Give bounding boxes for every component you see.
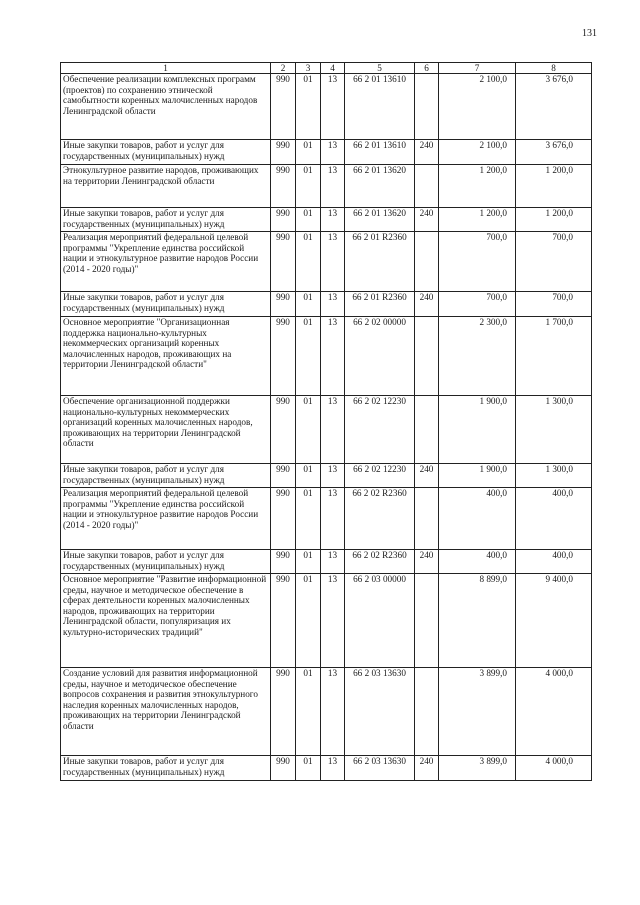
code-cell: 990 — [271, 550, 296, 574]
subsection-cell: 13 — [321, 140, 345, 165]
target-article-cell: 66 2 01 R2360 — [345, 232, 415, 292]
row-name-cell: Иные закупки товаров, работ и услуг для государственных (муниципальных) нужд — [61, 292, 271, 317]
expense-type-cell — [415, 488, 439, 550]
amount-year2-cell: 1 300,0 — [516, 396, 592, 464]
section-cell: 01 — [296, 140, 321, 165]
row-name-cell: Реализация мероприятий федеральной целевой программы "Укрепление единства российской нации и этнокультурное развитие народов России (2014 - 2020 годы)" — [61, 488, 271, 550]
code-cell: 990 — [271, 668, 296, 756]
section-cell: 01 — [296, 464, 321, 488]
code-cell: 990 — [271, 396, 296, 464]
code-cell: 990 — [271, 208, 296, 232]
code-cell: 990 — [271, 140, 296, 165]
code-cell: 990 — [271, 756, 296, 781]
page-number: 131 — [582, 28, 597, 39]
subsection-cell: 13 — [321, 74, 345, 140]
amount-year2-cell: 1 300,0 — [516, 464, 592, 488]
target-article-cell: 66 2 01 13610 — [345, 74, 415, 140]
table-row — [61, 574, 592, 668]
amount-year2-cell: 3 676,0 — [516, 140, 592, 165]
expense-type-cell — [415, 668, 439, 756]
row-name-cell: Иные закупки товаров, работ и услуг для государственных (муниципальных) нужд — [61, 140, 271, 165]
target-article-cell: 66 2 01 13610 — [345, 140, 415, 165]
header-cell: 3 — [296, 63, 321, 74]
amount-year1-cell: 700,0 — [439, 292, 516, 317]
header-cell: 1 — [61, 63, 271, 74]
subsection-cell: 13 — [321, 464, 345, 488]
expense-type-cell — [415, 396, 439, 464]
table-row — [61, 550, 592, 574]
section-cell: 01 — [296, 292, 321, 317]
table-row — [61, 232, 592, 292]
amount-year2-cell: 700,0 — [516, 292, 592, 317]
amount-year2-cell: 1 200,0 — [516, 208, 592, 232]
amount-year2-cell: 1 200,0 — [516, 165, 592, 208]
target-article-cell: 66 2 01 R2360 — [345, 292, 415, 317]
code-cell: 990 — [271, 464, 296, 488]
table-row — [61, 292, 592, 317]
amount-year1-cell: 1 200,0 — [439, 208, 516, 232]
expense-type-cell — [415, 74, 439, 140]
row-name-cell: Реализация мероприятий федеральной целевой программы "Укрепление единства российской нации и этнокультурное развитие народов России (2014 - 2020 годы)" — [61, 232, 271, 292]
amount-year1-cell: 400,0 — [439, 488, 516, 550]
table-row — [61, 317, 592, 396]
amount-year2-cell: 9 400,0 — [516, 574, 592, 668]
table-row — [61, 140, 592, 165]
code-cell: 990 — [271, 232, 296, 292]
table-row — [61, 756, 592, 781]
subsection-cell: 13 — [321, 292, 345, 317]
expense-type-cell — [415, 232, 439, 292]
expense-type-cell: 240 — [415, 550, 439, 574]
subsection-cell: 13 — [321, 165, 345, 208]
subsection-cell: 13 — [321, 668, 345, 756]
code-cell: 990 — [271, 574, 296, 668]
header-row — [61, 63, 592, 74]
expense-type-cell: 240 — [415, 140, 439, 165]
section-cell: 01 — [296, 488, 321, 550]
row-name-cell: Иные закупки товаров, работ и услуг для государственных (муниципальных) нужд — [61, 464, 271, 488]
row-name-cell: Иные закупки товаров, работ и услуг для государственных (муниципальных) нужд — [61, 756, 271, 781]
target-article-cell: 66 2 01 13620 — [345, 208, 415, 232]
target-article-cell: 66 2 03 13630 — [345, 756, 415, 781]
subsection-cell: 13 — [321, 396, 345, 464]
target-article-cell: 66 2 03 00000 — [345, 574, 415, 668]
row-name-cell: Основное мероприятие "Развитие информационной среды, научное и методическое обеспечение в сферах деятельности коренных малочисленных народов, проживающих на территории Ленинградской области, популяризация их культурно-исторических традиций" — [61, 574, 271, 668]
expense-type-cell: 240 — [415, 292, 439, 317]
amount-year1-cell: 400,0 — [439, 550, 516, 574]
subsection-cell: 13 — [321, 550, 345, 574]
amount-year1-cell: 1 200,0 — [439, 165, 516, 208]
amount-year2-cell: 400,0 — [516, 550, 592, 574]
subsection-cell: 13 — [321, 756, 345, 781]
target-article-cell: 66 2 03 13630 — [345, 668, 415, 756]
header-cell: 7 — [439, 63, 516, 74]
section-cell: 01 — [296, 396, 321, 464]
section-cell: 01 — [296, 574, 321, 668]
table-row — [61, 464, 592, 488]
subsection-cell: 13 — [321, 208, 345, 232]
header-cell: 6 — [415, 63, 439, 74]
target-article-cell: 66 2 02 R2360 — [345, 488, 415, 550]
amount-year2-cell: 400,0 — [516, 488, 592, 550]
row-name-cell: Этнокультурное развитие народов, проживающих на территории Ленинградской области — [61, 165, 271, 208]
header-cell: 4 — [321, 63, 345, 74]
header-cell: 2 — [271, 63, 296, 74]
row-name-cell: Иные закупки товаров, работ и услуг для государственных (муниципальных) нужд — [61, 550, 271, 574]
code-cell: 990 — [271, 488, 296, 550]
header-cell: 8 — [516, 63, 592, 74]
table-row — [61, 208, 592, 232]
amount-year1-cell: 1 900,0 — [439, 464, 516, 488]
target-article-cell: 66 2 02 00000 — [345, 317, 415, 396]
table-row — [61, 396, 592, 464]
code-cell: 990 — [271, 74, 296, 140]
amount-year2-cell: 4 000,0 — [516, 668, 592, 756]
section-cell: 01 — [296, 74, 321, 140]
expense-type-cell: 240 — [415, 208, 439, 232]
budget-table — [60, 62, 592, 781]
section-cell: 01 — [296, 668, 321, 756]
amount-year2-cell: 700,0 — [516, 232, 592, 292]
subsection-cell: 13 — [321, 232, 345, 292]
amount-year1-cell: 3 899,0 — [439, 668, 516, 756]
section-cell: 01 — [296, 550, 321, 574]
amount-year1-cell: 8 899,0 — [439, 574, 516, 668]
amount-year2-cell: 4 000,0 — [516, 756, 592, 781]
target-article-cell: 66 2 02 12230 — [345, 464, 415, 488]
code-cell: 990 — [271, 165, 296, 208]
amount-year2-cell: 1 700,0 — [516, 317, 592, 396]
section-cell: 01 — [296, 756, 321, 781]
row-name-cell: Обеспечение организационной поддержки национально-культурных некоммерческих организаций коренных малочисленных народов, проживающих на территории Ленинградской области — [61, 396, 271, 464]
table-row — [61, 165, 592, 208]
expense-type-cell — [415, 574, 439, 668]
section-cell: 01 — [296, 165, 321, 208]
amount-year2-cell: 3 676,0 — [516, 74, 592, 140]
target-article-cell: 66 2 01 13620 — [345, 165, 415, 208]
expense-type-cell: 240 — [415, 756, 439, 781]
amount-year1-cell: 2 100,0 — [439, 140, 516, 165]
row-name-cell: Создание условий для развития информационной среды, научное и методическое обеспечение вопросов сохранения и развития этнокультурного наследия коренных малочисленных народов, проживающих на территории Ленинградской области — [61, 668, 271, 756]
table-row — [61, 488, 592, 550]
row-name-cell: Обеспечение реализации комплексных программ (проектов) по сохранению этнической самобытности коренных малочисленных народов Ленинградской области — [61, 74, 271, 140]
expense-type-cell — [415, 317, 439, 396]
code-cell: 990 — [271, 292, 296, 317]
subsection-cell: 13 — [321, 317, 345, 396]
table-row — [61, 668, 592, 756]
expense-type-cell — [415, 165, 439, 208]
section-cell: 01 — [296, 208, 321, 232]
amount-year1-cell: 2 300,0 — [439, 317, 516, 396]
subsection-cell: 13 — [321, 488, 345, 550]
section-cell: 01 — [296, 317, 321, 396]
table-row — [61, 74, 592, 140]
amount-year1-cell: 2 100,0 — [439, 74, 516, 140]
target-article-cell: 66 2 02 R2360 — [345, 550, 415, 574]
row-name-cell: Основное мероприятие "Организационная поддержка национально-культурных некоммерческих организаций коренных малочисленных народов, проживающих на территории Ленинградской области" — [61, 317, 271, 396]
row-name-cell: Иные закупки товаров, работ и услуг для государственных (муниципальных) нужд — [61, 208, 271, 232]
section-cell: 01 — [296, 232, 321, 292]
subsection-cell: 13 — [321, 574, 345, 668]
expense-type-cell: 240 — [415, 464, 439, 488]
amount-year1-cell: 3 899,0 — [439, 756, 516, 781]
amount-year1-cell: 700,0 — [439, 232, 516, 292]
target-article-cell: 66 2 02 12230 — [345, 396, 415, 464]
header-cell: 5 — [345, 63, 415, 74]
code-cell: 990 — [271, 317, 296, 396]
amount-year1-cell: 1 900,0 — [439, 396, 516, 464]
